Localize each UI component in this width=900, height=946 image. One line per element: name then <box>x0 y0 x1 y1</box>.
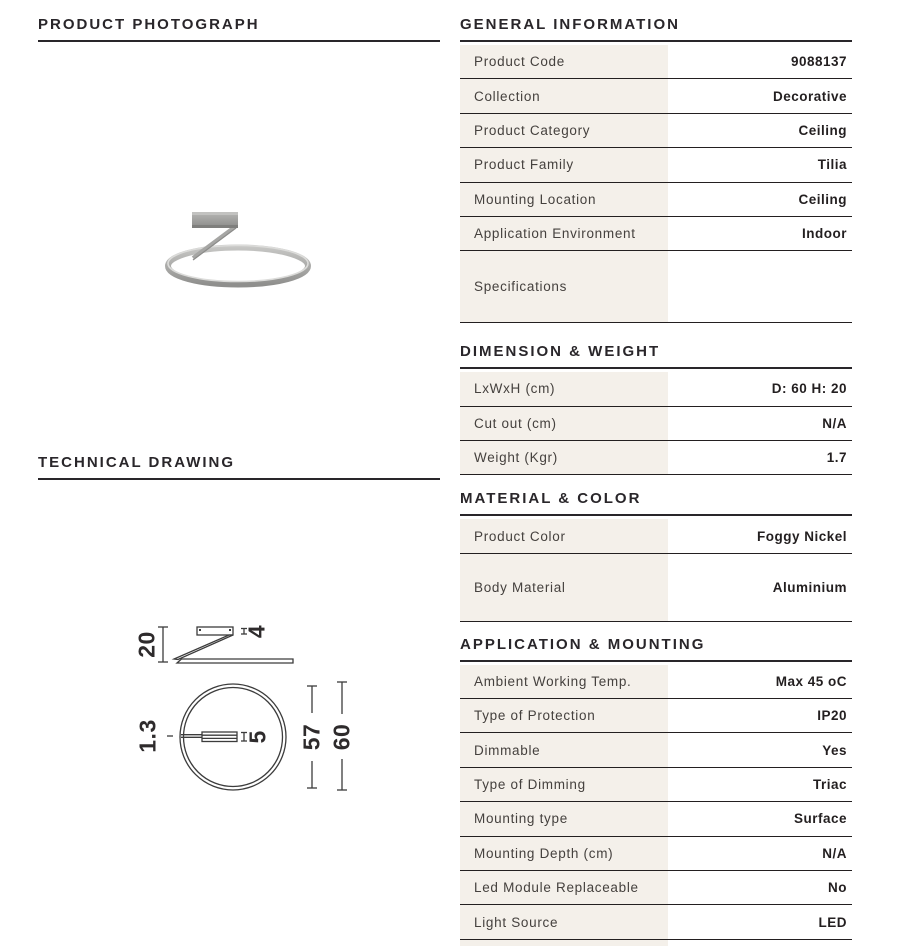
spec-row <box>460 79 852 113</box>
spec-row <box>460 407 852 441</box>
spec-label: Dimmable <box>460 733 668 766</box>
spec-value: Max 45 oC <box>775 673 847 689</box>
spec-label: Specifications <box>460 251 668 322</box>
spec-row <box>460 251 852 323</box>
technical-drawing-heading: TECHNICAL DRAWING <box>38 454 440 480</box>
spec-label: Mounting Depth (cm) <box>460 837 668 870</box>
product-photo <box>130 200 350 310</box>
spec-value: N/A <box>822 415 847 431</box>
spec-value: LED <box>818 914 847 930</box>
spec-row <box>460 837 852 871</box>
spec-row <box>460 802 852 836</box>
table-footer-strip <box>460 940 668 946</box>
spec-label: Product Category <box>460 114 668 147</box>
spec-value: 1.7 <box>826 450 847 466</box>
spec-value: Aluminium <box>772 579 847 595</box>
section-title: GENERAL INFORMATION <box>460 16 852 42</box>
spec-label: Mounting type <box>460 802 668 835</box>
spec-label: Product Code <box>460 45 668 78</box>
spec-row <box>460 114 852 148</box>
section-application-mounting <box>460 636 852 946</box>
spec-value: Tilia <box>817 157 847 173</box>
spec-label: Type of Protection <box>460 699 668 732</box>
spec-row <box>460 871 852 905</box>
spec-value: 9088137 <box>790 54 847 70</box>
spec-value: No <box>828 880 847 896</box>
spec-value: Ceiling <box>798 122 847 138</box>
spec-label: Cut out (cm) <box>460 407 668 440</box>
product-photograph-heading: PRODUCT PHOTOGRAPH <box>38 16 440 42</box>
spec-label: Product Color <box>460 519 668 552</box>
dimension-fixture-height: 20 <box>133 631 160 658</box>
spec-value: Indoor <box>802 226 847 242</box>
section-dimension-weight <box>460 343 852 475</box>
spec-value: Surface <box>793 811 847 827</box>
section-title: APPLICATION & MOUNTING <box>460 636 852 662</box>
left-column <box>38 0 440 946</box>
spec-value: D: 60 H: 20 <box>771 381 847 397</box>
section-title: DIMENSION & WEIGHT <box>460 343 852 369</box>
spec-table <box>460 665 852 946</box>
spec-label: Application Environment <box>460 217 668 250</box>
spec-label: Body Material <box>460 554 668 621</box>
spec-row <box>460 441 852 475</box>
dimension-outer-diameter: 60 <box>328 723 355 751</box>
dimension-ring-thickness: 1.3 <box>134 719 161 753</box>
spec-row <box>460 554 852 622</box>
section-general-information <box>460 16 852 323</box>
top-view <box>135 682 355 790</box>
light-ring <box>168 246 308 285</box>
spec-label: Product Family <box>460 148 668 181</box>
spec-table <box>460 45 852 323</box>
side-view <box>134 625 294 663</box>
spec-row <box>460 768 852 802</box>
ceiling-mount <box>192 212 238 228</box>
spec-label: Led Module Replaceable <box>460 871 668 904</box>
spec-label: Ambient Working Temp. <box>460 665 668 698</box>
spec-value: Triac <box>812 777 847 793</box>
spec-table <box>460 372 852 475</box>
spec-row <box>460 45 852 79</box>
spec-value: Ceiling <box>798 191 847 207</box>
section-material-color <box>460 490 852 621</box>
spec-row <box>460 665 852 699</box>
spec-row <box>460 519 852 553</box>
spec-row <box>460 733 852 767</box>
spec-row <box>460 148 852 182</box>
section-title: MATERIAL & COLOR <box>460 490 852 516</box>
spec-label: LxWxH (cm) <box>460 372 668 405</box>
spec-value: Foggy Nickel <box>756 528 847 544</box>
spec-label: Type of Dimming <box>460 768 668 801</box>
spec-label: Light Source <box>460 905 668 938</box>
spec-row <box>460 905 852 939</box>
dimension-canopy-depth: 4 <box>243 624 270 639</box>
spec-value: N/A <box>822 845 847 861</box>
spec-row <box>460 217 852 251</box>
spec-label: Collection <box>460 79 668 112</box>
dimension-inner-diameter: 57 <box>298 723 325 751</box>
spec-label: Weight (Kgr) <box>460 441 668 474</box>
spec-row <box>460 372 852 406</box>
spec-value: Yes <box>822 742 847 758</box>
spec-value <box>668 251 852 322</box>
spec-row <box>460 699 852 733</box>
spec-table <box>460 519 852 621</box>
spec-value: Decorative <box>772 88 847 104</box>
dimension-canopy-length: 5 <box>244 730 271 744</box>
spec-label: Mounting Location <box>460 183 668 216</box>
technical-drawing <box>133 608 363 808</box>
spec-row <box>460 183 852 217</box>
right-column <box>460 0 852 946</box>
support-arm <box>193 226 236 260</box>
spec-value: IP20 <box>817 708 847 724</box>
